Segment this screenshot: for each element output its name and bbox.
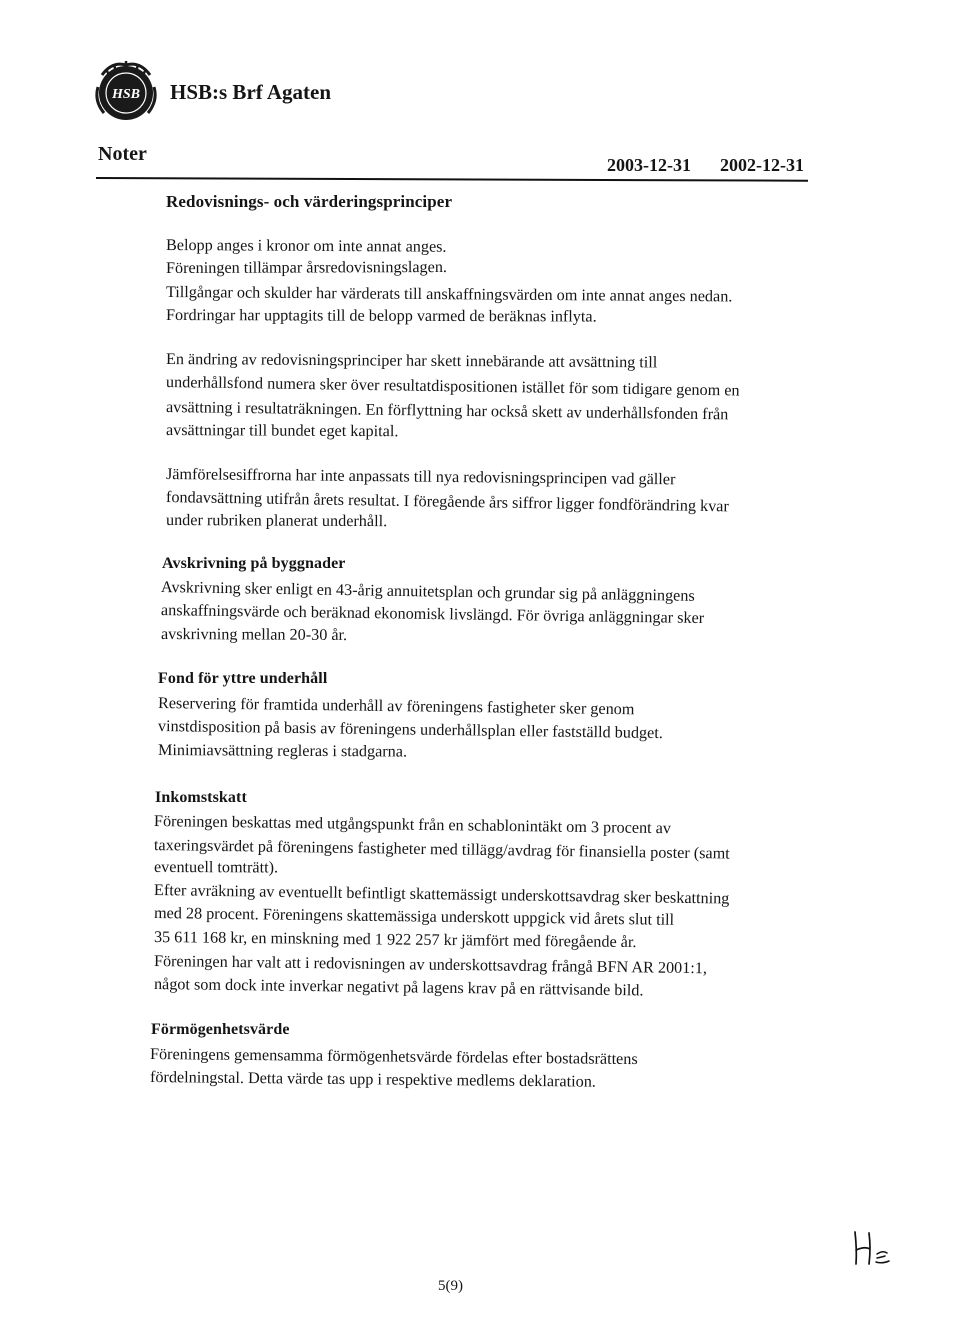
text-line: avsättning i resultaträkningen. En förflyttning har också skett av underhållsfonden från	[165, 398, 729, 424]
text-line: något som dock inte inverkar negativt på lagens krav på en rättvisande bild.	[153, 975, 644, 1000]
text-line: med 28 procent. Föreningens skattemässiga underskott uppgick vid årets slut till	[153, 904, 675, 929]
text-line: Efter avräkning av eventuellt befintligt skattemässigt underskottsavdrag sker beskattning	[153, 881, 730, 908]
text-line: Föreningens gemensamma förmögenhetsvärde fördelas efter bostadsrättens	[149, 1045, 638, 1069]
text-line: 35 611 168 kr, en minskning med 1 922 257 kr jämfört med föregående år.	[153, 928, 637, 952]
column-header-2003: 2003-12-31	[607, 155, 691, 175]
text-line: Fordringar har upptagits till de belopp varmed de beräknas inflyta.	[165, 306, 597, 326]
text-line: Tillgångar och skulder har värderats till anskaffningsvärden om inte annat anges nedan.	[165, 283, 733, 306]
section-title-depreciation: Avskrivning på byggnader	[162, 555, 346, 572]
section-title-income-tax: Inkomstskatt	[155, 789, 247, 806]
section-title-maintenance-fund: Fond för yttre underhåll	[158, 670, 328, 687]
text-line: Föreningen tillämpar årsredovisningslagen.	[165, 258, 447, 277]
text-line: Minimiavsättning regleras i stadgarna.	[157, 741, 408, 761]
handwritten-initials	[851, 1224, 897, 1270]
section-title-wealth-value: Förmögenhetsvärde	[151, 1021, 290, 1038]
text-line: Jämförelsesiffrorna har inte anpassats till nya redovisningsprincipen vad gäller	[165, 465, 676, 489]
text-line: vinstdisposition på basis av föreningens underhållsplan eller fastställd budget.	[157, 717, 663, 743]
text-line: Avskrivning sker enligt en 43-årig annuitetsplan och grundar sig på anläggningens	[160, 578, 695, 605]
text-line: Belopp anges i kronor om inte annat anges.	[165, 236, 447, 256]
text-line: anskaffningsvärde och beräknad ekonomisk livslängd. För övriga anläggningar sker	[160, 601, 705, 628]
text-line: En ändring av redovisningsprinciper har skett innebärande att avsättning till	[165, 350, 658, 372]
text-line: taxeringsvärdet på föreningens fastigheter med tillägg/avdrag för finansiella poster (samt	[153, 836, 730, 863]
page-title: Noter	[98, 143, 147, 165]
text-line: fördelningstal. Detta värde tas upp i respektive medlems deklaration.	[149, 1068, 596, 1091]
text-line: under rubriken planerat underhåll.	[165, 511, 388, 531]
text-line: avsättningar till bundet eget kapital.	[165, 421, 399, 441]
section-title-principles: Redovisnings- och värderingsprinciper	[166, 192, 453, 211]
svg-text:HSB: HSB	[111, 87, 141, 102]
text-line: avskrivning mellan 20-30 år.	[160, 625, 348, 644]
text-line: eventuell tomträtt).	[153, 858, 279, 877]
column-header-2002: 2002-12-31	[720, 155, 804, 175]
text-line: fondavsättning utifrån årets resultat. I föregående års siffror ligger fondförändring kvar	[165, 488, 730, 516]
page-number: 5(9)	[438, 1278, 463, 1294]
organization-name: HSB:s Brf Agaten	[170, 80, 332, 104]
text-line: Reservering för framtida underhåll av föreningens fastigheter sker genom	[157, 694, 635, 719]
text-line: Föreningen beskattas med utgångspunkt från en schablonintäkt om 3 procent av	[153, 812, 672, 838]
text-line: Föreningen har valt att i redovisningen av underskottsavdrag frångå BFN AR 2001:1,	[153, 952, 708, 978]
text-line: underhållsfond numera sker över resultatdispositionen istället för som tidigare genom en	[165, 373, 740, 400]
